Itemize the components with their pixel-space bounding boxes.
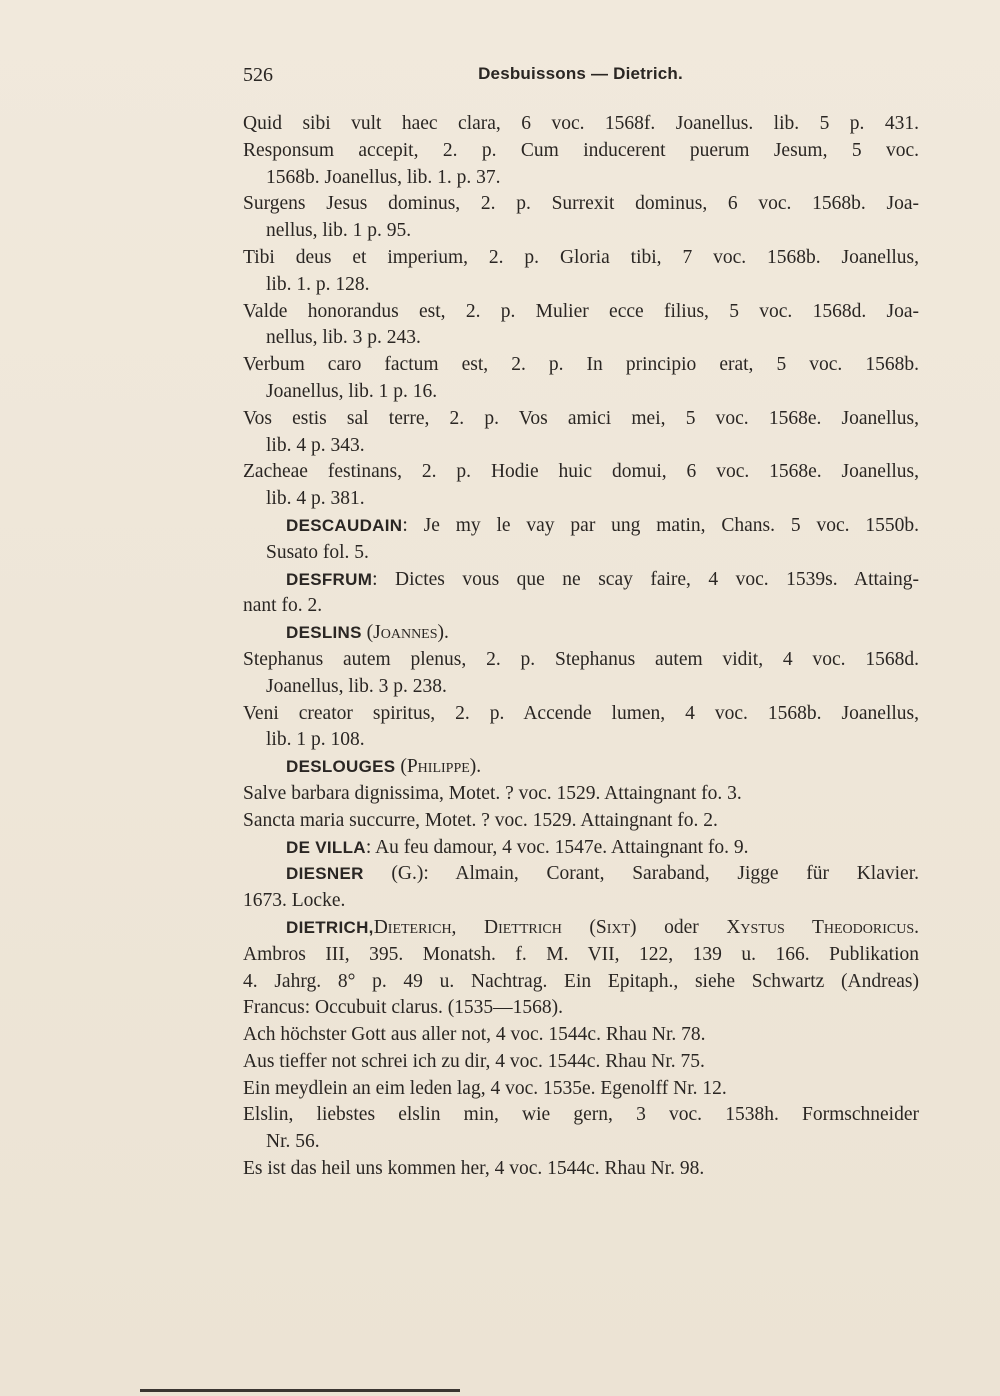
entry-text: : Dictes vous que ne scay faire, 4 voc. 1539s. Attaing- [372,568,919,590]
text-line: Tibi deus et imperium, 2. p. Gloria tibi, 7 voc. 1568b. Joanellus, [243,246,919,268]
text-line: Susato fol. 5. [266,541,369,563]
text-line: Valde honorandus est, 2. p. Mulier ecce filius, 5 voc. 1568d. Joa- [243,300,919,322]
forename: Joannes [373,622,438,644]
composer-entry-dietrich [243,915,919,942]
latin-name: Xystus Theodoricus [726,916,915,938]
text-line: 1568b. Joanellus, lib. 1. p. 37. [266,166,501,188]
forename: Philippe [406,756,470,778]
text-line: 4. Jahrg. 8° p. 49 u. Nachtrag. Ein Epitaph., siehe Schwartz (Andreas) [243,970,919,992]
text-line: Ach höchster Gott aus aller not, 4 voc. 1544c. Rhau Nr. 78. [243,1024,706,1046]
composer-entry-de-villa [243,835,919,862]
text-line: Es ist das heil uns kommen her, 4 voc. 1544c. Rhau Nr. 98. [243,1158,705,1180]
composer-entry-descaudain [243,513,919,540]
running-title: Desbuissons — Dietrich. [478,64,683,83]
composer-name: DIETRICH, [286,917,374,937]
text-line: Francus: Occubuit clarus. (1535—1568). [243,997,564,1019]
entry-text: ( [361,622,374,644]
composer-entry-desfrum [243,567,919,594]
page-header [243,64,918,94]
composer-name: DE VILLA [286,837,366,857]
text-line: Responsum accepit, 2. p. Cum inducerent puerum Jesum, 5 voc. [243,139,919,161]
text-line: lib. 1. p. 128. [266,273,370,295]
text-line: Nr. 56. [266,1131,320,1153]
text-line: Sancta maria succurre, Motet. ? voc. 1529. Attaingnant fo. 2. [243,809,718,831]
entry-text: ). [469,756,482,778]
text-line: nellus, lib. 1 p. 95. [266,220,412,242]
composer-name: DESLINS [286,623,362,643]
text-line: Elslin, liebstes elslin min, wie gern, 3 voc. 1538h. Formschneider [243,1104,919,1126]
entry-text: : Au feu damour, 4 voc. 1547e. Attaingnant fo. 9. [365,836,749,858]
text-line: Verbum caro factum est, 2. p. In principio erat, 5 voc. 1568b. [243,354,919,376]
text-line: Ein meydlein an eim leden lag, 4 voc. 1535e. Egenolff Nr. 12. [243,1077,727,1099]
text-line: lib. 4 p. 381. [266,488,365,510]
entry-text: ). [437,622,449,644]
composer-entry-deslouges [243,754,919,781]
entry-text: oder [636,916,727,938]
entry-text: (G.): Almain, Corant, Saraband, Jigge für Klavier. [363,863,919,885]
text-line: nellus, lib. 3 p. 243. [266,327,421,349]
bottom-edge-line [140,1389,460,1392]
name-variants: Dieterich, Diettrich (Sixt) [373,916,637,938]
text-line: Quid sibi vult haec clara, 6 voc. 1568f. Joanellus. lib. 5 p. 431. [243,113,919,134]
text-line: 1673. Locke. [243,890,346,912]
composer-name: DESFRUM [286,569,373,589]
text-line: Veni creator spiritus, 2. p. Accende lumen, 4 voc. 1568b. Joanellus, [243,702,919,724]
entry-text: : Je my le vay par ung matin, Chans. 5 voc. 1550b. [402,514,919,536]
composer-entry-deslins [243,620,919,647]
text-line: lib. 4 p. 343. [266,434,365,456]
text-line: lib. 1 p. 108. [266,729,365,751]
text-line: Joanellus, lib. 1 p. 16. [266,380,438,402]
entry-text: ( [395,756,407,778]
composer-name: DESCAUDAIN [286,515,403,535]
entry-text: . [914,916,919,938]
text-line: Surgens Jesus dominus, 2. p. Surrexit dominus, 6 voc. 1568b. Joa- [243,193,919,215]
text-line: Stephanus autem plenus, 2. p. Stephanus autem vidit, 4 voc. 1568d. [243,648,919,670]
text-line: Aus tieffer not schrei ich zu dir, 4 voc. 1544c. Rhau Nr. 75. [243,1050,705,1072]
page-number: 526 [243,64,273,86]
text-line: nant fo. 2. [243,595,323,617]
text-line: Ambros III, 395. Monatsh. f. M. VII, 122, 139 u. 166. Publikation [243,943,919,965]
text-line: Joanellus, lib. 3 p. 238. [266,675,447,697]
entry-list [243,111,919,1183]
composer-name: DIESNER [286,864,364,884]
text-line: Salve barbara dignissima, Motet. ? voc. 1529. Attaingnant fo. 3. [243,782,742,804]
composer-name: DESLOUGES [286,757,396,777]
composer-entry-diesner [243,861,919,888]
text-line: Vos estis sal terre, 2. p. Vos amici mei, 5 voc. 1568e. Joanellus, [243,407,919,429]
text-line: Zacheae festinans, 2. p. Hodie huic domui, 6 voc. 1568e. Joanellus, [243,461,919,483]
